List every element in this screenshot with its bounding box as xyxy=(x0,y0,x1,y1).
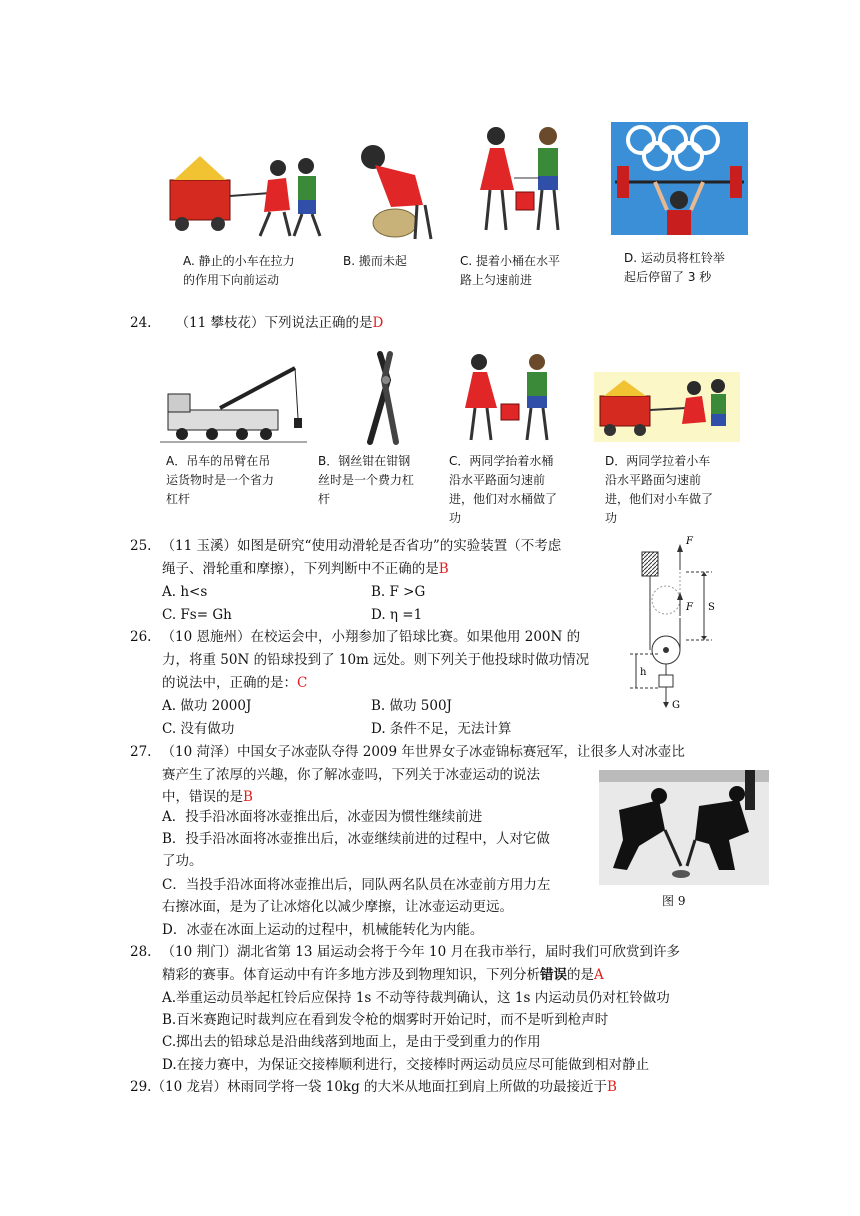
q27-option-a: A．投手沿冰面将冰壶推出后，冰壶因为惯性继续前进 xyxy=(162,809,483,825)
q27-answer: B xyxy=(243,789,253,805)
q26-option-d: D. 条件不足，无法计算 xyxy=(371,721,512,737)
q27-option-b1: B．投手沿冰面将冰壶推出后，冰壶继续前进的过程中，人对它做 xyxy=(162,831,550,847)
q25-answer: B xyxy=(438,561,449,577)
q23-caption-c: C. 提着小桶在水平 路上匀速前进 xyxy=(460,254,561,287)
q25-line1: 25. （11 玉溪）如图是研究“使用动滑轮是否省功”的实验装置（不考虑 xyxy=(130,538,562,554)
q29-answer: B xyxy=(607,1079,617,1095)
q26-number: 26. xyxy=(130,629,152,645)
q25-option-b: B. F >G xyxy=(371,584,426,600)
q25-label-f1: F xyxy=(686,536,693,547)
q24-number: 24. xyxy=(130,315,152,331)
q24-question xyxy=(130,314,383,332)
q28-emphasis: 错误 xyxy=(540,967,567,983)
q27-line3: 中，错误的是B xyxy=(162,789,253,805)
q25-label-h: h xyxy=(640,667,647,678)
q28-option-b: B.百米赛跑记时裁判应在看到发令枪的烟雾时开始记时，而不是听到枪声时 xyxy=(162,1012,609,1028)
q29-number: 29. xyxy=(130,1079,152,1095)
q26-line2: 力，将重 50N 的铅球投到了 10m 远处。则下列关于他投球时做功情况 xyxy=(162,652,590,668)
q25-option-a: A. h<s xyxy=(162,584,208,600)
q29-question: 29.（10 龙岩）林雨同学将一袋 10kg 的大米从地面扛到肩上所做的功最接近于B xyxy=(130,1079,617,1095)
q27-line2: 赛产生了浓厚的兴趣，你了解冰壶吗，下列关于冰壶运动的说法 xyxy=(162,767,540,783)
q26-option-c: C. 没有做功 xyxy=(162,721,235,737)
q26-answer: C xyxy=(297,675,308,691)
q23-image-d xyxy=(611,122,748,235)
q23-image-c xyxy=(458,122,578,240)
q25-number: 25. xyxy=(130,538,152,554)
q24-answer: D xyxy=(372,315,384,331)
q26-line1: 26. （10 恩施州）在校运会中，小翔参加了铅球比赛。如果他用 200N 的 xyxy=(130,629,581,645)
q24-caption-b: B．钢丝钳在钳钢 丝时是一个费力杠 杆 xyxy=(318,454,415,506)
q26-option-b: B. 做功 500J xyxy=(371,698,452,714)
q28-answer: A xyxy=(594,967,604,983)
q24-image-b xyxy=(340,350,402,446)
q28-line1: 28. （10 荆门）湖北省第 13 届运动会将于今年 10 月在我市举行，届时我们可欣赏到许多 xyxy=(130,944,680,960)
q28-number: 28. xyxy=(130,944,152,960)
q24-caption-a: A．吊车的吊臂在吊 运货物时是一个省力 杠杆 xyxy=(166,454,275,506)
q28-option-d: D.在接力赛中，为保证交接棒顺利进行，交接棒时两运动员应尽可能做到相对静止 xyxy=(162,1057,650,1073)
q25-option-c: C. Fs= Gh xyxy=(162,607,232,623)
q24-image-d xyxy=(594,372,740,442)
q23-image-a xyxy=(160,138,330,248)
q27-option-b2: 了功。 xyxy=(162,853,203,869)
q27-curling-photo xyxy=(599,770,769,885)
q27-figure-caption: 图 9 xyxy=(662,894,686,908)
q25-label-g: G xyxy=(672,700,680,710)
q27-option-d: D．冰壶在冰面上运动的过程中，机械能转化为内能。 xyxy=(162,922,484,938)
q23-image-b xyxy=(345,135,445,245)
q28-option-c: C.掷出去的铅球总是沿曲线落到地面上，是由于受到重力的作用 xyxy=(162,1034,541,1050)
q27-number: 27. xyxy=(130,744,152,760)
q25-line2: 绳子、滑轮重和摩擦），下列判断中不正确的是B xyxy=(162,561,449,577)
q26-line3: 的说法中，正确的是：C xyxy=(162,675,308,691)
q24-caption-d: D．两同学拉着小车 沿水平路面匀速前 进，他们对小车做了 功 xyxy=(605,454,714,525)
q28-line2: 精彩的赛事。体育运动中有许多地方涉及到物理知识，下列分析错误的是A xyxy=(162,967,604,983)
q23-caption-d: D. 运动员将杠铃举 起后停留了 3 秒 xyxy=(624,251,725,284)
q24-image-c xyxy=(449,350,569,445)
q25-option-d: D. η =1 xyxy=(371,607,423,623)
q26-option-a: A. 做功 2000J xyxy=(162,698,252,714)
q24-stem: （11 攀枝花）下列说法正确的是 xyxy=(175,315,373,331)
q27-option-c1: C．当投手沿冰面将冰壶推出后，同队两名队员在冰壶前方用力左 xyxy=(162,877,551,893)
q23-caption-b: B. 搬而未起 xyxy=(343,254,407,268)
q27-line1: 27. （10 菏泽）中国女子冰壶队夺得 2009 年世界女子冰壶锦标赛冠军，让很多人对冰壶比 xyxy=(130,744,685,760)
q25-label-f2: F xyxy=(686,602,693,613)
q23-caption-a: A. 静止的小车在拉力 的作用下向前运动 xyxy=(183,254,295,287)
q24-image-a xyxy=(160,358,307,446)
q24-caption-c: C．两同学抬着水桶 沿水平路面匀速前 进，他们对水桶做了 功 xyxy=(449,454,558,525)
q25-label-s: S xyxy=(708,602,715,613)
q27-option-c2: 右擦冰面，是为了让冰熔化以减少摩擦，让冰壶运动更远。 xyxy=(162,899,513,915)
q28-option-a: A.举重运动员举起杠铃后应保持 1s 不动等待裁判确认，这 1s 内运动员仍对杠铃做功 xyxy=(162,990,670,1006)
q25-pulley-figure xyxy=(628,530,718,710)
